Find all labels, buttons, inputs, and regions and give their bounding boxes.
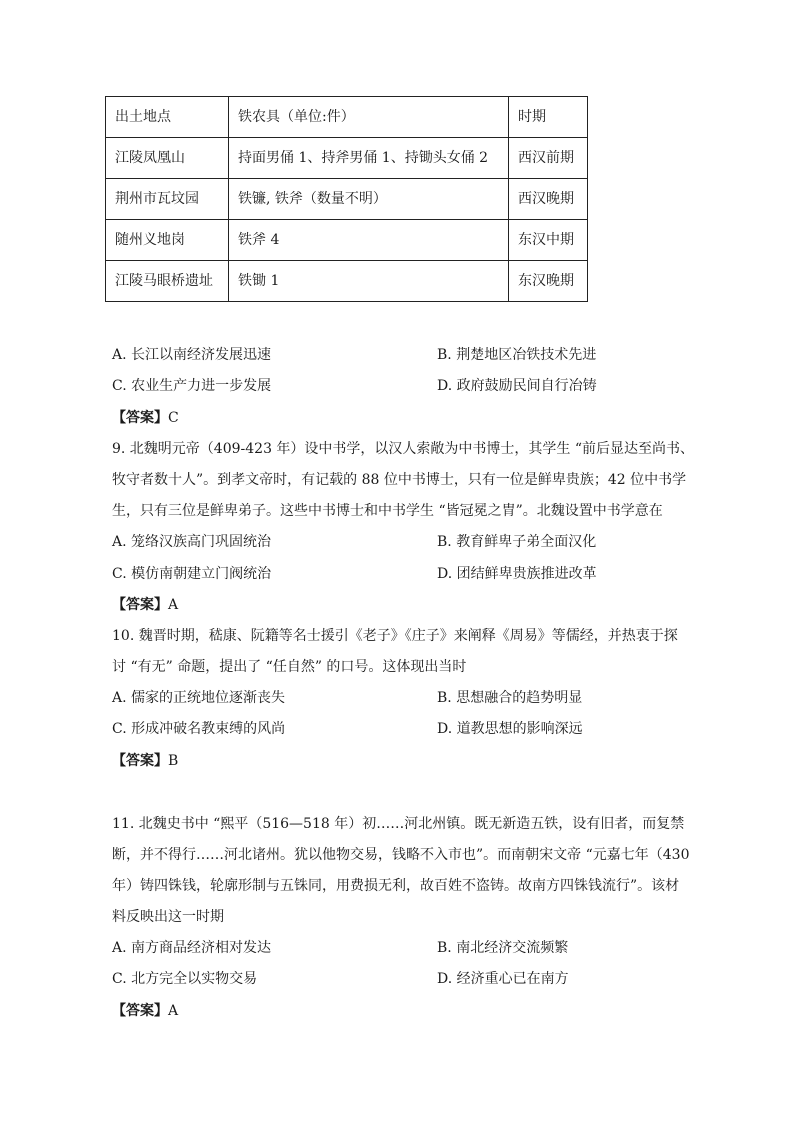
option-d: D. 团结鲜卑贵族推进改革 (437, 566, 597, 582)
table-cell: 西汉晚期 (509, 179, 588, 220)
table-cell: 铁镰, 铁斧（数量不明） (229, 179, 509, 220)
table-header-cell: 时期 (509, 97, 588, 138)
question-text-line: 生，只有三位是鲜卑弟子。这些中书博士和中书学生 “皆冠冕之胄”。北魏设置中书学意在 (112, 503, 663, 519)
option-c: C. 形成冲破名教束缚的风尚 (112, 721, 286, 737)
table-cell: 持面男俑 1、持斧男俑 1、持锄头女俑 2 (229, 138, 509, 179)
answer-value: C (168, 410, 179, 426)
answer-line (112, 596, 178, 614)
option-c: C. 北方完全以实物交易 (112, 971, 258, 987)
option-b: B. 教育鲜卑子弟全面汉化 (437, 534, 597, 550)
question-text-line: 年）铸四铢钱，轮廓形制与五铢同，用费损无利，故百姓不盗铸。故南方四铢钱流行”。该材 (112, 878, 680, 894)
answer-value: A (168, 597, 179, 613)
question-text-line: 讨 “有无” 命题，提出了 “任自然” 的口号。这体现出当时 (112, 659, 467, 675)
answer-tag: 【答案】 (112, 1003, 168, 1019)
table-row (106, 179, 588, 220)
option-c: C. 农业生产力进一步发展 (112, 378, 272, 394)
option-d: D. 道教思想的影响深远 (437, 721, 583, 737)
table-header-row (106, 97, 588, 138)
question-text-line: 11. 北魏史书中 “熙平（516—518 年）初……河北州镇。既无新造五铁，设有旧者，而复禁 (112, 816, 685, 832)
table-row (106, 220, 588, 261)
option-b: B. 荆楚地区冶铁技术先进 (437, 347, 597, 363)
answer-tag: 【答案】 (112, 410, 168, 426)
option-b: B. 南北经济交流频繁 (437, 940, 569, 956)
answer-tag: 【答案】 (112, 753, 168, 769)
question-text-line: 断，并不得行……河北诸州。犹以他物交易，钱略不入市也”。而南朝宋文帝 “元嘉七年（430 (112, 847, 690, 863)
question-text-line: 10. 魏晋时期，嵇康、阮籍等名士援引《老子》《庄子》来阐释《周易》等儒经，并热衷于探 (112, 628, 678, 644)
table-cell: 西汉前期 (509, 138, 588, 179)
question-text-line: 牧守者数十人”。到孝文帝时，有记载的 88 位中书博士，只有一位是鲜卑贵族；42 位中书学 (112, 472, 687, 488)
table-cell: 随州义地岗 (106, 220, 229, 261)
answer-line (112, 1002, 178, 1020)
answer-value: B (168, 753, 179, 769)
option-a: A. 儒家的正统地位逐渐丧失 (112, 690, 286, 706)
answer-line (112, 752, 178, 770)
table-cell: 荆州市瓦坟园 (106, 179, 229, 220)
table-header-cell: 出土地点 (106, 97, 229, 138)
option-d: D. 经济重心已在南方 (437, 971, 569, 987)
table-cell: 江陵凤凰山 (106, 138, 229, 179)
question-text-line: 9. 北魏明元帝（409-423 年）设中书学，以汉人索敞为中书博士，其学生 “前后显达至尚书、 (112, 441, 695, 457)
answer-line (112, 409, 179, 427)
table-cell: 江陵马眼桥遗址 (106, 261, 229, 302)
answer-tag: 【答案】 (112, 597, 168, 613)
table-row (106, 261, 588, 302)
option-b: B. 思想融合的趋势明显 (437, 690, 583, 706)
table-cell: 东汉中期 (509, 220, 588, 261)
option-d: D. 政府鼓励民间自行冶铸 (437, 378, 597, 394)
option-a: A. 笼络汉族高门巩固统治 (112, 534, 272, 550)
table-row (106, 138, 588, 179)
iron-tools-table (105, 96, 588, 302)
table-cell: 铁锄 1 (229, 261, 509, 302)
table-header-cell: 铁农具（单位:件） (229, 97, 509, 138)
table-cell: 东汉晚期 (509, 261, 588, 302)
answer-value: A (168, 1003, 179, 1019)
option-a: A. 长江以南经济发展迅速 (112, 347, 272, 363)
option-c: C. 模仿南朝建立门阀统治 (112, 566, 272, 582)
question-text-line: 料反映出这一时期 (112, 909, 224, 925)
table-cell: 铁斧 4 (229, 220, 509, 261)
option-a: A. 南方商品经济相对发达 (112, 940, 272, 956)
